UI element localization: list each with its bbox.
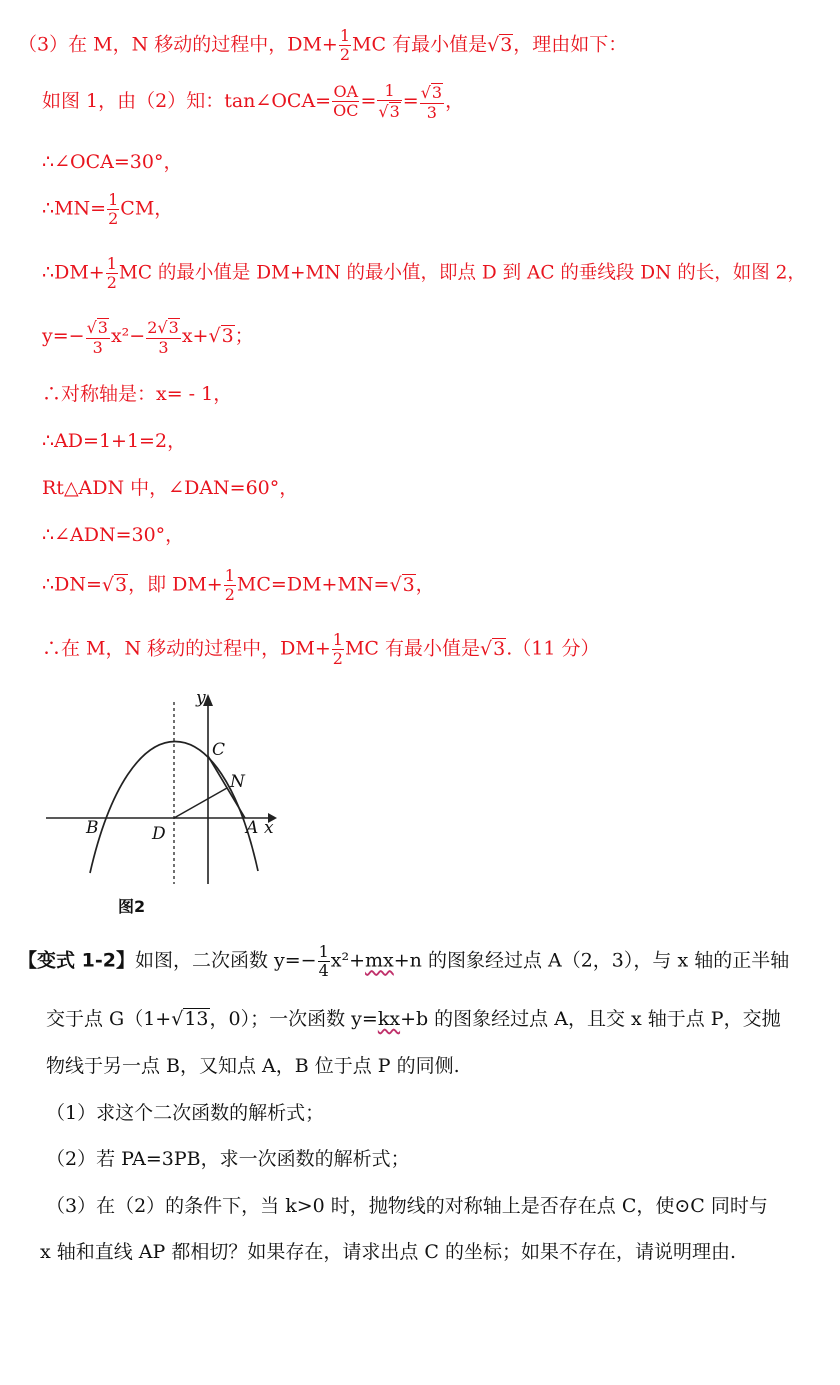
solution-line5	[42, 318, 254, 356]
den: OC	[333, 101, 359, 121]
num: √3	[420, 83, 443, 102]
solution-line7: ∴AD=1+1=2，	[42, 430, 187, 452]
figure-2-graph	[40, 688, 290, 898]
radicand: 3	[221, 324, 234, 347]
text: ，0）；一次函数 y=	[209, 1008, 378, 1030]
text: 如图 1，由（2）知：tan∠OCA=	[42, 89, 332, 112]
problem-line3: 物线于另一点 B，又知点 A，B 位于点 P 的同侧.	[46, 1055, 460, 1077]
text: ，理由如下：	[513, 33, 628, 56]
den: 4	[318, 961, 329, 980]
solution-line10	[42, 568, 435, 603]
num: OA	[333, 82, 359, 102]
num: 1	[224, 566, 235, 585]
sqrt: √13	[171, 1008, 209, 1030]
sqrt: √3	[101, 573, 128, 596]
den: 2	[339, 45, 351, 64]
text: x²−	[110, 324, 146, 347]
radicand: 3	[402, 573, 415, 596]
radicand: 3	[431, 83, 443, 102]
radicand: 13	[184, 1008, 209, 1030]
text: ∴MN=	[42, 197, 107, 220]
question-1: （1）求这个二次函数的解析式；	[46, 1102, 325, 1124]
problem-tag: 【变式 1-2】	[18, 949, 135, 972]
solution-line1	[42, 83, 464, 121]
radicand: 3	[493, 637, 506, 660]
label-c: C	[212, 740, 226, 760]
den: 2	[224, 585, 235, 604]
sqrt: √3	[487, 33, 513, 56]
solution-line3	[42, 192, 173, 227]
num: 1	[106, 254, 117, 273]
text: MC=DM+MN=	[236, 573, 390, 596]
num: 1	[339, 26, 351, 45]
num: 2√3	[147, 318, 179, 337]
solution-line8: Rt△ADN 中，∠DAN=60°，	[42, 477, 299, 499]
label-a: A	[246, 818, 259, 838]
solution-step3-intro	[18, 28, 627, 63]
label-b: B	[86, 818, 99, 838]
text: MC 有最小值是	[352, 33, 488, 56]
text: kx	[377, 1008, 401, 1030]
text: （3）在 M，N 移动的过程中，DM+	[18, 33, 338, 56]
solution-line11	[42, 632, 599, 667]
sqrt: √3	[480, 637, 506, 660]
text: ，即 DM+	[128, 573, 223, 596]
radicand: 3	[389, 102, 400, 121]
num: √3	[86, 318, 108, 337]
label-n: N	[230, 772, 245, 792]
den: 2	[108, 209, 119, 228]
label-d: D	[152, 824, 166, 844]
fraction-half	[339, 28, 351, 63]
text: y=−	[42, 324, 85, 347]
num: 1	[332, 630, 343, 649]
fraction-oa-oc	[332, 84, 359, 119]
label-y: y	[196, 688, 206, 708]
solution-line4	[42, 256, 806, 291]
text: .（11 分）	[506, 637, 600, 660]
text: x+	[181, 324, 209, 347]
coef: 2	[147, 318, 158, 337]
text: ∴DM+	[42, 261, 105, 284]
question-3-line1: （3）在（2）的条件下，当 k>0 时，抛物线的对称轴上是否存在点 C，使⊙C 同时与	[46, 1195, 768, 1217]
text: CM，	[120, 197, 174, 220]
num: 1	[318, 942, 329, 961]
radicand: 3	[500, 33, 513, 56]
problem-line1	[18, 944, 789, 979]
text: ；	[234, 324, 254, 347]
den: 3	[426, 102, 437, 122]
text: =	[360, 89, 377, 112]
den: 3	[92, 337, 103, 357]
text: 如图，二次函数 y=−	[134, 949, 317, 972]
label-x: x	[264, 818, 274, 838]
fraction-quarter	[318, 944, 330, 979]
num: 1	[377, 83, 401, 101]
text: 交于点 G（1+	[46, 1008, 172, 1030]
text: =	[402, 89, 419, 112]
num: 1	[108, 190, 119, 209]
text: ∴DN=	[42, 573, 102, 596]
fraction-2sqrt3-3	[146, 318, 181, 356]
sqrt: √3	[389, 573, 415, 596]
text: ，	[445, 89, 465, 112]
den: 3	[158, 337, 169, 357]
radicand: 3	[97, 318, 108, 337]
text: +n 的图象经过点 A（2，3），与 x 轴的正半轴	[393, 949, 790, 972]
fraction-half	[106, 256, 118, 291]
text: mx	[365, 949, 394, 972]
text: ∴在 M，N 移动的过程中，DM+	[42, 637, 331, 660]
fraction-half	[224, 568, 236, 603]
text: +b 的图象经过点 A，且交 x 轴于点 P，交抛	[400, 1008, 781, 1030]
text: MC 的最小值是 DM+MN 的最小值，即点 D 到 AC 的垂线段 DN 的长，如图 2，	[118, 262, 806, 284]
fraction-sqrt3-3	[420, 83, 444, 121]
solution-line6: ∴对称轴是：x= - 1，	[42, 383, 233, 405]
radicand: 3	[168, 318, 179, 337]
fraction-1-sqrt3	[377, 83, 401, 121]
fraction-half	[332, 632, 344, 667]
solution-line2: ∴∠OCA=30°，	[42, 151, 183, 173]
den: √3	[378, 102, 400, 121]
fraction-half	[107, 192, 119, 227]
fraction-sqrt3-3	[86, 318, 110, 356]
solution-line9: ∴∠ADN=30°，	[42, 524, 185, 546]
question-2: （2）若 PA=3PB，求一次函数的解析式；	[46, 1148, 410, 1170]
text: ，	[415, 573, 435, 596]
figure-caption: 图2	[118, 897, 146, 916]
den: 2	[106, 273, 117, 292]
radicand: 3	[114, 573, 128, 596]
question-3-line2: x 轴和直线 AP 都相切？如果存在，请求出点 C 的坐标；如果不存在，请说明理由.	[40, 1241, 736, 1263]
text: x²+	[330, 949, 366, 972]
den: 2	[332, 649, 343, 668]
segment-dn	[174, 788, 227, 818]
sqrt: √3	[208, 324, 234, 347]
text: MC 有最小值是	[344, 637, 481, 660]
problem-line2	[46, 1004, 781, 1031]
